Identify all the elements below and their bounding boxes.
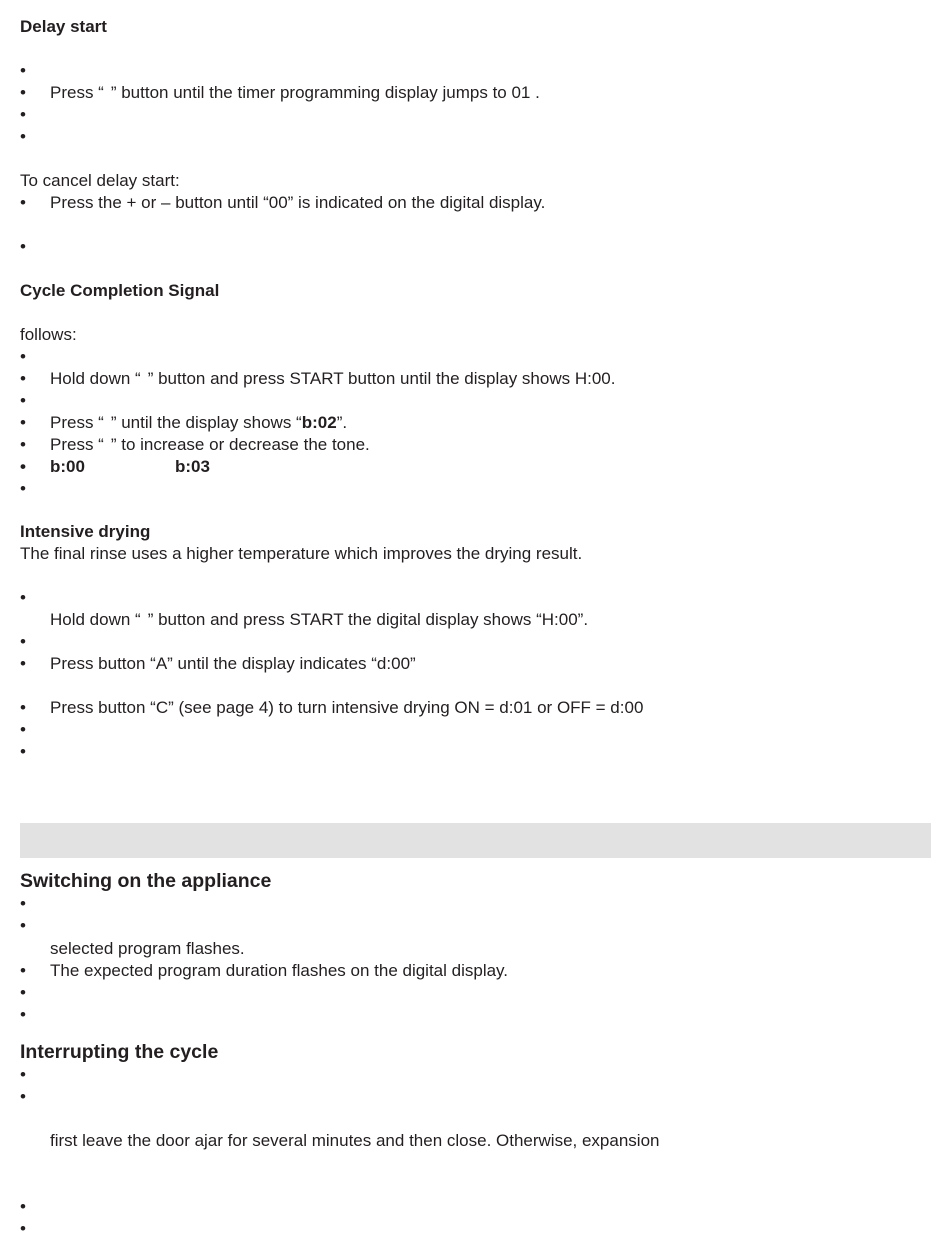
bullet: • [20,83,26,102]
bullet: • [20,916,26,935]
bullet: • [20,457,26,476]
cycle-hold-step: Hold down “ ” button and press START button until the display shows H:00. [50,369,616,388]
bullet: • [20,1087,26,1106]
bullet: • [20,961,26,980]
bullet: • [20,1219,26,1238]
door-ajar-line: first leave the door ajar for several minutes and then close. Otherwise, expansion [50,1131,660,1150]
bullet: • [20,391,26,410]
bullet: • [20,654,26,673]
bullet: • [20,588,26,607]
bullet: • [20,127,26,146]
bullet: • [20,105,26,124]
bullet: • [20,435,26,454]
bullet: • [20,1005,26,1024]
bullet: • [20,193,26,212]
cycle-signal-heading: Cycle Completion Signal [20,281,220,300]
section-header-band [20,823,931,858]
bullet: • [20,1197,26,1216]
delay-press-step: Press “ ” button until the timer programming display jumps to 01 . [50,83,540,102]
bullet: • [20,742,26,761]
cycle-press-until-step: Press “ ” until the display shows “b:02”. [50,413,348,432]
bullet: • [20,698,26,717]
bullet: • [20,347,26,366]
bullet: • [20,983,26,1002]
tone-range-from: b:00 [50,457,85,476]
bullet: • [20,237,26,256]
bullet: • [20,720,26,739]
cycle-tone-step: Press “ ” to increase or decrease the tone. [50,435,370,454]
bullet: • [20,61,26,80]
delay-start-heading: Delay start [20,17,107,36]
intensive-press-c-step: Press button “C” (see page 4) to turn intensive drying ON = d:01 or OFF = d:00 [50,698,644,717]
bullet: • [20,894,26,913]
bullet: • [20,632,26,651]
bullet: • [20,369,26,388]
tone-range-to: b:03 [175,457,210,476]
bullet: • [20,479,26,498]
intensive-press-a-step: Press button “A” until the display indicates “d:00” [50,654,416,673]
cancel-delay-step: Press the + or – button until “00” is indicated on the digital display. [50,193,546,212]
program-flashes-line: selected program flashes. [50,939,245,958]
cancel-delay-intro: To cancel delay start: [20,171,180,190]
intensive-hold-step: Hold down “ ” button and press START the digital display shows “H:00”. [50,610,589,629]
switching-on-heading: Switching on the appliance [20,870,272,892]
intensive-drying-heading: Intensive drying [20,522,151,541]
intensive-drying-intro: The final rinse uses a higher temperature which improves the drying result. [20,544,583,563]
cycle-signal-intro: follows: [20,325,77,344]
bullet: • [20,413,26,432]
bullet: • [20,1065,26,1084]
program-duration-line: The expected program duration flashes on the digital display. [50,961,509,980]
interrupting-heading: Interrupting the cycle [20,1041,219,1063]
